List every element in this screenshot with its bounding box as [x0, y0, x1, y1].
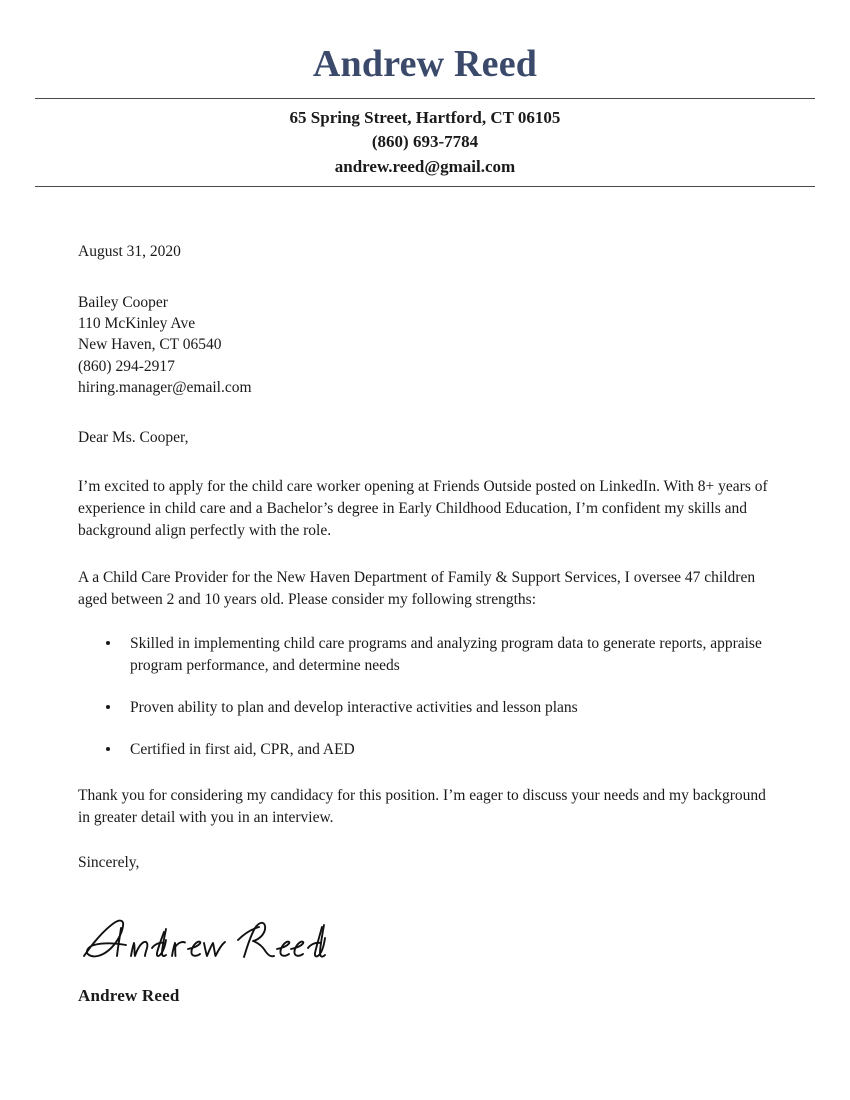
recipient-name: Bailey Cooper — [78, 293, 168, 311]
header-divider-bottom — [35, 186, 815, 187]
contact-phone: (860) 693-7784 — [371, 132, 479, 152]
recipient-email: hiring.manager@email.com — [78, 378, 252, 396]
paragraph-intro: I’m excited to apply for the child care worker opening at Friends Outside posted on LinkedIn. With 8+ years of experience in child care and a Bachelor’s degree in Early Childhood Education, I’m confident my skills and background align perfectly with the role. — [78, 478, 768, 540]
recipient-street: 110 McKinley Ave — [78, 315, 196, 333]
recipient-city-state-zip: New Haven, CT 06540 — [78, 336, 222, 354]
salutation: Dear Ms. Cooper, — [78, 429, 189, 447]
list-item — [78, 697, 792, 719]
recipient-block — [78, 292, 792, 398]
bullet-icon — [106, 705, 110, 709]
list-item-text: Certified in first aid, CPR, and AED — [130, 740, 355, 758]
list-item-text: Proven ability to plan and develop interactive activities and lesson plans — [130, 698, 578, 716]
paragraph-closing: Thank you for considering my candidacy for this position. I’m eager to discuss your needs and my background in greater detail with you in an interview. — [78, 786, 766, 827]
bullet-icon — [106, 641, 110, 645]
contact-email: andrew.reed@gmail.com — [334, 157, 516, 177]
letterhead — [0, 0, 850, 187]
list-item — [78, 739, 792, 761]
paragraph-experience: A a Child Care Provider for the New Haven Department of Family & Support Services, I oversee 47 children aged between 2 and 10 years old. Please consider my following strengths: — [78, 568, 756, 608]
bullet-icon — [106, 747, 110, 751]
contact-address: 65 Spring Street, Hartford, CT 06105 — [289, 107, 561, 127]
strengths-list — [78, 633, 792, 761]
signature-image — [78, 914, 792, 970]
list-item — [78, 633, 792, 677]
signoff: Sincerely, — [78, 854, 140, 872]
list-item-text: Skilled in implementing child care programs and analyzing program data to generate reports, appraise program performance, and determine needs — [130, 634, 762, 674]
printed-signature-name: Andrew Reed — [78, 986, 180, 1006]
recipient-phone: (860) 294-2917 — [78, 357, 175, 375]
page-title: Andrew Reed — [312, 43, 538, 85]
letter-date: August 31, 2020 — [78, 242, 181, 260]
contact-block — [0, 99, 850, 186]
letter-body — [0, 240, 850, 1007]
